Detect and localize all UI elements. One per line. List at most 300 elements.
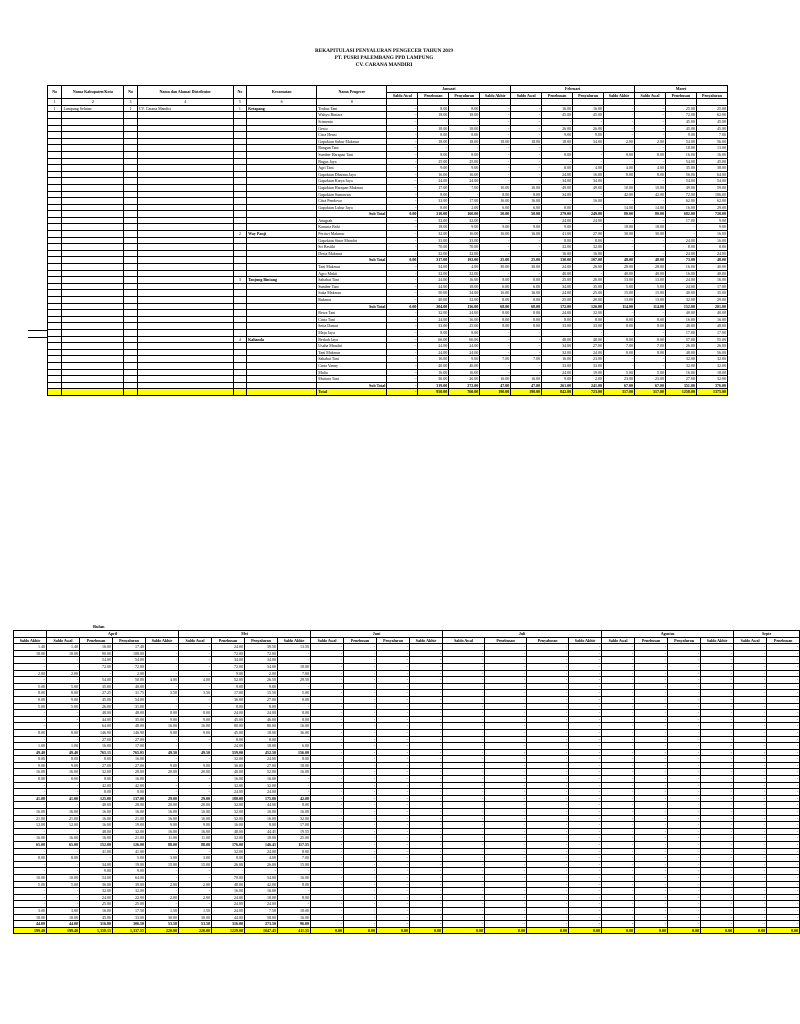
value-cell: - xyxy=(387,376,418,383)
value-cell: - xyxy=(668,644,701,651)
value-cell: 7.00 xyxy=(449,184,480,191)
value-cell: - xyxy=(179,650,212,657)
value-cell: 27.00 xyxy=(113,736,146,743)
value-cell: - xyxy=(480,343,511,350)
value-cell: - xyxy=(146,670,179,677)
value-cell: - xyxy=(511,250,542,257)
value-cell: 8.00 xyxy=(604,323,635,330)
value-cell: - xyxy=(410,729,443,736)
value-cell: - xyxy=(701,743,734,750)
empty-cell xyxy=(62,310,124,317)
empty-cell xyxy=(48,224,62,231)
value-cell: - xyxy=(734,894,767,901)
value-cell: 56.00 xyxy=(696,349,727,356)
value-cell: 3.50 xyxy=(179,690,212,697)
value-cell: 8.00 xyxy=(542,237,573,244)
value-cell: 24.00 xyxy=(245,848,278,855)
value-cell: 106.00 xyxy=(696,191,727,198)
value-cell: 18.00 xyxy=(47,914,80,921)
empty-cell xyxy=(48,336,62,343)
empty-cell xyxy=(48,171,62,178)
value-cell: 9.00 xyxy=(696,217,727,224)
value-cell: 34.00 xyxy=(542,191,573,198)
value-cell: - xyxy=(480,250,511,257)
value-cell: 34.00 xyxy=(573,138,604,145)
value-cell: - xyxy=(14,802,47,809)
value-cell: 32.00 xyxy=(212,835,245,842)
value-cell: - xyxy=(511,336,542,343)
value-cell: - xyxy=(635,835,668,842)
empty-cell xyxy=(233,356,246,363)
value-cell: - xyxy=(602,657,635,664)
value-cell: 0.00 xyxy=(734,927,767,934)
empty-cell xyxy=(233,257,246,264)
value-cell: - xyxy=(527,696,569,703)
empty-cell xyxy=(247,349,317,356)
value-cell: - xyxy=(47,782,80,789)
table-row xyxy=(14,710,800,717)
value-cell: 24.00 xyxy=(418,316,449,323)
empty-cell xyxy=(124,211,137,218)
value-cell: 16.00 xyxy=(542,105,573,112)
value-cell: 8.00 xyxy=(542,165,573,172)
value-cell: 40.00 xyxy=(418,362,449,369)
total-label: Total xyxy=(317,389,387,396)
value-cell: - xyxy=(527,894,569,901)
value-cell: 88.00 xyxy=(179,842,212,849)
value-cell: - xyxy=(527,855,569,862)
value-cell: - xyxy=(701,881,734,888)
month-mei: Mei xyxy=(179,631,311,638)
empty-cell xyxy=(233,310,246,317)
value-cell: 210.00 xyxy=(418,211,449,218)
empty-cell xyxy=(62,316,124,323)
value-cell: 16.00 xyxy=(696,277,727,284)
value-cell: - xyxy=(443,670,485,677)
value-cell: 20.00 xyxy=(573,277,604,284)
value-cell: 20.00 xyxy=(179,769,212,776)
value-cell: - xyxy=(410,743,443,750)
table-row xyxy=(14,921,800,928)
value-cell: - xyxy=(387,237,418,244)
value-cell: - xyxy=(443,696,485,703)
value-cell: - xyxy=(387,125,418,132)
empty-cell xyxy=(247,264,317,271)
value-cell: 376.00 xyxy=(696,382,727,389)
value-cell: - xyxy=(635,650,668,657)
value-cell: - xyxy=(767,795,800,802)
value-cell: 36.00 xyxy=(212,696,245,703)
value-cell: - xyxy=(511,118,542,125)
value-cell: - xyxy=(387,277,418,284)
value-cell: - xyxy=(311,835,344,842)
pengecer-name: Sumber Harapan Tani xyxy=(317,151,387,158)
value-cell: 17.50 xyxy=(113,907,146,914)
empty-cell xyxy=(247,257,317,264)
value-cell: 33.00 xyxy=(113,914,146,921)
value-cell: - xyxy=(668,901,701,908)
empty-cell xyxy=(247,303,317,310)
value-cell: - xyxy=(344,861,377,868)
value-cell: 24.00 xyxy=(696,250,727,257)
value-cell: - xyxy=(569,848,602,855)
value-cell: 8.00 xyxy=(278,756,311,763)
value-cell: 45.00 xyxy=(696,118,727,125)
value-cell: 204.00 xyxy=(418,303,449,310)
value-cell: - xyxy=(635,861,668,868)
empty-cell xyxy=(137,264,233,271)
value-cell: - xyxy=(377,644,410,651)
value-cell: - xyxy=(701,921,734,928)
value-cell: 24.00 xyxy=(573,217,604,224)
value-cell: 24.00 xyxy=(212,907,245,914)
value-cell: - xyxy=(527,881,569,888)
empty-cell xyxy=(124,270,137,277)
table-row xyxy=(48,118,728,125)
value-cell: - xyxy=(734,921,767,928)
value-cell: - xyxy=(387,165,418,172)
value-cell: 146.90 xyxy=(80,729,113,736)
value-cell: 8.00 xyxy=(278,802,311,809)
value-cell: - xyxy=(344,782,377,789)
value-cell: - xyxy=(485,809,527,816)
column-index-blank xyxy=(387,99,418,106)
value-cell: - xyxy=(387,297,418,304)
value-cell: 0.00 xyxy=(387,303,418,310)
value-cell: - xyxy=(443,842,485,849)
value-cell: - xyxy=(14,828,47,835)
value-cell: - xyxy=(485,670,527,677)
empty-cell xyxy=(62,343,124,350)
value-cell: - xyxy=(511,178,542,185)
value-cell: 4.00 xyxy=(449,264,480,271)
value-cell: 7.00 xyxy=(696,132,727,139)
value-cell: 54.00 xyxy=(80,874,113,881)
value-cell: - xyxy=(387,389,418,396)
value-cell: - xyxy=(410,782,443,789)
value-cell: - xyxy=(485,861,527,868)
value-cell: 25.00 xyxy=(542,297,573,304)
value-cell: 26.50 xyxy=(245,677,278,684)
value-cell: - xyxy=(311,690,344,697)
margin-mark xyxy=(28,337,48,338)
table-row xyxy=(14,703,800,710)
value-cell: 8.00 xyxy=(449,105,480,112)
empty-cell xyxy=(62,125,124,132)
value-cell: 18.00 xyxy=(665,145,696,152)
value-cell: 8.00 xyxy=(480,310,511,317)
value-cell: 16.00 xyxy=(573,105,604,112)
value-cell: - xyxy=(377,670,410,677)
value-cell: 16.00 xyxy=(113,756,146,763)
value-cell: 18.00 xyxy=(542,138,573,145)
value-cell: - xyxy=(377,696,410,703)
value-cell: 40.00 xyxy=(212,769,245,776)
value-cell: 24.00 xyxy=(449,310,480,317)
value-cell: - xyxy=(569,683,602,690)
value-cell: - xyxy=(602,861,635,868)
table-row xyxy=(48,184,728,191)
value-cell: - xyxy=(377,809,410,816)
value-cell: 24.00 xyxy=(212,644,245,651)
subheader-cell: Penebusan xyxy=(212,637,245,644)
value-cell: 36.00 xyxy=(278,729,311,736)
value-cell: 18.00 xyxy=(449,283,480,290)
pengecer-name: Agri Tani xyxy=(317,165,387,172)
value-cell: 34.00 xyxy=(418,264,449,271)
empty-cell xyxy=(247,323,317,330)
column-index-blank xyxy=(635,99,666,106)
value-cell: 13.00 xyxy=(696,145,727,152)
value-cell: - xyxy=(767,762,800,769)
value-cell: - xyxy=(527,835,569,842)
value-cell: - xyxy=(602,644,635,651)
table-row xyxy=(48,264,728,271)
value-cell: 29.50 xyxy=(278,677,311,684)
value-cell: - xyxy=(701,868,734,875)
distribution-table-apr-sep xyxy=(13,630,800,934)
value-cell: - xyxy=(602,815,635,822)
empty-cell xyxy=(124,118,137,125)
value-cell: - xyxy=(387,310,418,317)
value-cell: - xyxy=(527,907,569,914)
value-cell: - xyxy=(511,151,542,158)
value-cell: - xyxy=(410,874,443,881)
value-cell: - xyxy=(410,690,443,697)
value-cell: - xyxy=(668,696,701,703)
value-cell: - xyxy=(734,716,767,723)
value-cell: 0.00 xyxy=(527,927,569,934)
value-cell: 48.00 xyxy=(212,881,245,888)
value-cell: 23.00 xyxy=(604,376,635,383)
value-cell: - xyxy=(602,736,635,743)
value-cell: 16.00 xyxy=(245,815,278,822)
value-cell: 49.50 xyxy=(179,749,212,756)
value-cell: - xyxy=(701,789,734,796)
value-cell: 16.00 xyxy=(179,815,212,822)
value-cell: - xyxy=(668,762,701,769)
value-cell: 26.00 xyxy=(665,343,696,350)
value-cell: 27.00 xyxy=(113,762,146,769)
empty-cell xyxy=(137,369,233,376)
value-cell: 199.40 xyxy=(47,927,80,934)
value-cell: - xyxy=(635,789,668,796)
value-cell: - xyxy=(635,868,668,875)
pengecer-name: Gapoktan Subur Makmur xyxy=(317,138,387,145)
value-cell: - xyxy=(573,118,604,125)
empty-cell xyxy=(62,290,124,297)
value-cell: 19.00 xyxy=(113,822,146,829)
value-cell: 9.00 xyxy=(212,670,245,677)
value-cell: - xyxy=(734,776,767,783)
value-cell: - xyxy=(311,710,344,717)
value-cell: - xyxy=(443,677,485,684)
value-cell: 9.00 xyxy=(14,762,47,769)
empty-cell xyxy=(48,132,62,139)
value-cell: 10.00 xyxy=(14,874,47,881)
value-cell: - xyxy=(485,828,527,835)
value-cell: 9.00 xyxy=(179,762,212,769)
subheader-sa: Saldo Awal xyxy=(511,92,542,99)
value-cell: - xyxy=(179,670,212,677)
value-cell: - xyxy=(480,349,511,356)
value-cell: - xyxy=(14,782,47,789)
value-cell: 5.00 xyxy=(47,881,80,888)
value-cell: 8.00 xyxy=(573,316,604,323)
value-cell: 16.00 xyxy=(146,723,179,730)
pengecer-name: Gapoktan Dharma Jaya xyxy=(317,171,387,178)
value-cell: 40.00 xyxy=(665,290,696,297)
value-cell: - xyxy=(344,835,377,842)
value-cell: 4.00 xyxy=(245,855,278,862)
empty-cell xyxy=(62,270,124,277)
value-cell: - xyxy=(344,855,377,862)
value-cell: - xyxy=(668,828,701,835)
value-cell: - xyxy=(734,762,767,769)
value-cell: 190.00 xyxy=(480,389,511,396)
empty-cell xyxy=(48,145,62,152)
empty-cell xyxy=(48,158,62,165)
value-cell: 0.00 xyxy=(387,211,418,218)
value-cell: - xyxy=(668,756,701,763)
value-cell: - xyxy=(485,874,527,881)
value-cell: - xyxy=(701,795,734,802)
value-cell: 316.00 xyxy=(80,921,113,928)
value-cell: 34.00 xyxy=(542,178,573,185)
value-cell: - xyxy=(569,736,602,743)
value-cell: - xyxy=(573,158,604,165)
value-cell: 32.00 xyxy=(113,828,146,835)
value-cell: - xyxy=(377,815,410,822)
subtotal-label: Sub Total xyxy=(317,211,387,218)
value-cell: - xyxy=(604,178,635,185)
value-cell: 24.00 xyxy=(449,349,480,356)
value-cell: - xyxy=(485,749,527,756)
value-cell: - xyxy=(418,118,449,125)
empty-cell xyxy=(247,138,317,145)
value-cell: - xyxy=(604,310,635,317)
table-row xyxy=(48,191,728,198)
value-cell: 9.00 xyxy=(146,762,179,769)
value-cell: - xyxy=(668,710,701,717)
value-cell: 16.00 xyxy=(449,369,480,376)
value-cell: - xyxy=(734,907,767,914)
value-cell: - xyxy=(443,901,485,908)
value-cell: 3.00 xyxy=(179,855,212,862)
value-cell: 1.40 xyxy=(14,644,47,651)
table-row xyxy=(48,231,728,238)
empty-cell xyxy=(48,178,62,185)
value-cell: - xyxy=(179,683,212,690)
empty-cell xyxy=(48,323,62,330)
value-cell: - xyxy=(344,914,377,921)
value-cell: - xyxy=(377,914,410,921)
value-cell: - xyxy=(410,670,443,677)
empty-cell xyxy=(247,211,317,218)
value-cell: - xyxy=(602,874,635,881)
value-cell: - xyxy=(443,769,485,776)
value-cell: - xyxy=(377,749,410,756)
value-cell: - xyxy=(511,165,542,172)
value-cell: 9.00 xyxy=(542,224,573,231)
value-cell: - xyxy=(635,802,668,809)
value-cell: - xyxy=(511,132,542,139)
value-cell: 72.00 xyxy=(245,650,278,657)
subheader-cell: Penyaluran xyxy=(245,637,278,644)
value-cell: 27.00 xyxy=(80,736,113,743)
value-cell: - xyxy=(377,723,410,730)
column-index-blank xyxy=(665,99,696,106)
table-row xyxy=(14,782,800,789)
value-cell: - xyxy=(480,165,511,172)
value-cell: 16.00 xyxy=(696,231,727,238)
value-cell: - xyxy=(311,683,344,690)
pengecer-name: Setia Damai xyxy=(317,323,387,330)
value-cell: - xyxy=(410,663,443,670)
value-cell: 57.00 xyxy=(665,336,696,343)
value-cell: - xyxy=(485,802,527,809)
value-cell: 40.00 xyxy=(696,270,727,277)
value-cell: 1.40 xyxy=(47,644,80,651)
value-cell: 7.00 xyxy=(635,343,666,350)
empty-cell xyxy=(233,217,246,224)
subheader-cell: Saldo Awal xyxy=(179,637,212,644)
col-distributor: Nama dan Alamat Distributor xyxy=(137,86,233,99)
value-cell: 16.00 xyxy=(80,815,113,822)
value-cell: 1,337.55 xyxy=(113,927,146,934)
pengecer-name: Berkah Jaya xyxy=(317,336,387,343)
value-cell: 5.00 xyxy=(635,369,666,376)
value-cell: 24.00 xyxy=(418,343,449,350)
value-cell: - xyxy=(387,362,418,369)
subheader-cell: Penebusan xyxy=(767,637,800,644)
empty-cell xyxy=(247,329,317,336)
value-cell: 16.00 xyxy=(245,809,278,816)
table-row xyxy=(48,389,728,396)
value-cell: - xyxy=(527,822,569,829)
value-cell: 9.00 xyxy=(47,696,80,703)
value-cell: 8.00 xyxy=(635,336,666,343)
value-cell: 0.00 xyxy=(485,927,527,934)
value-cell: - xyxy=(701,776,734,783)
value-cell: - xyxy=(602,894,635,901)
month-juli: Juli xyxy=(443,631,602,638)
empty-cell xyxy=(48,198,62,205)
value-cell: 317.00 xyxy=(635,389,666,396)
value-cell: - xyxy=(387,382,418,389)
value-cell: - xyxy=(668,716,701,723)
value-cell: - xyxy=(485,736,527,743)
subheader-cell: Saldo Akhir xyxy=(14,637,47,644)
col-pengecer: Nama Pengecer xyxy=(317,86,387,99)
value-cell: - xyxy=(668,690,701,697)
table-row xyxy=(48,165,728,172)
table-row xyxy=(14,683,800,690)
value-cell: 45.00 xyxy=(80,696,113,703)
value-cell: 23.00 xyxy=(573,356,604,363)
value-cell: 26.00 xyxy=(696,343,727,350)
value-cell: - xyxy=(485,907,527,914)
value-cell: 220.00 xyxy=(146,927,179,934)
column-index-blank xyxy=(480,99,511,106)
value-cell: - xyxy=(569,835,602,842)
value-cell: - xyxy=(377,888,410,895)
value-cell: 62.00 xyxy=(696,112,727,119)
value-cell: - xyxy=(767,657,800,664)
value-cell: - xyxy=(635,690,668,697)
value-cell: 18.00 xyxy=(14,650,47,657)
value-cell: - xyxy=(635,112,666,119)
